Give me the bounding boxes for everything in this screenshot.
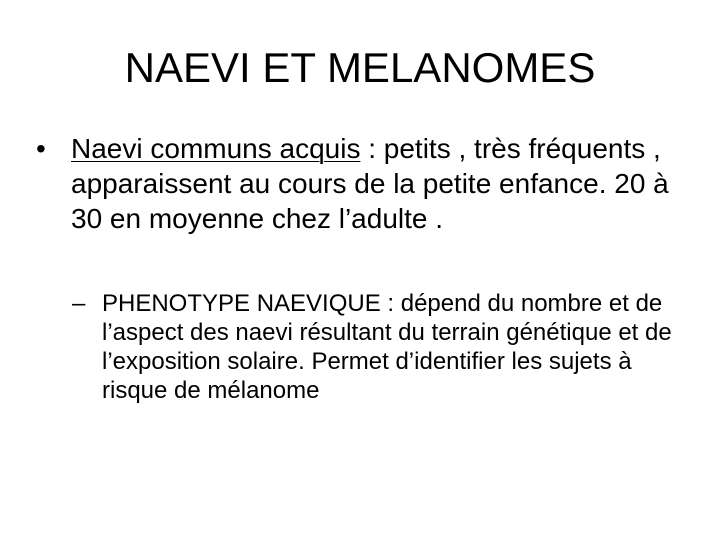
slide-title: NAEVI ET MELANOMES [124,44,596,91]
sub-bullet-marker: – [72,290,86,317]
bullet-term: Naevi communs acquis [71,133,361,164]
sub-bullet-text: PHENOTYPE NAEVIQUE : dépend du nombre et de l’aspect des naevi résultant du terrain génétique et de l’exposition solaire. Permet d’identifier les sujets à risque de mélanome [102,290,672,404]
bullet-marker: • [36,133,46,164]
bullet-item [36,131,676,236]
bullet-description: : petits , très fréquents , apparaissent au cours de la petite enfance. 20 à 30 en moyenne chez l’adulte . [71,133,669,234]
sub-bullet-item [72,289,672,405]
bullet-text [71,131,676,236]
